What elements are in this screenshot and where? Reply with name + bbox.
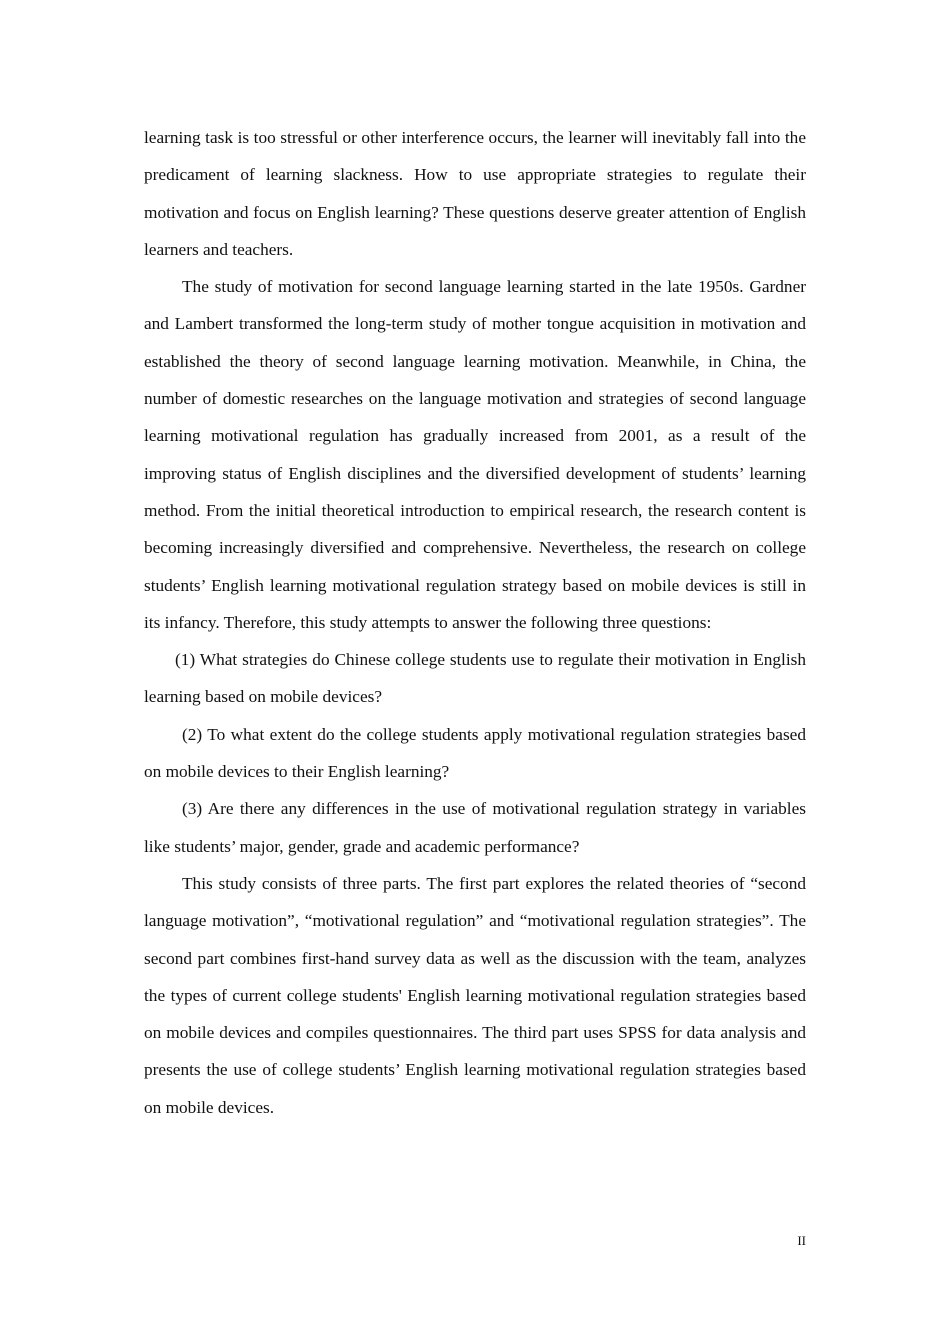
research-question-1: (1) What strategies do Chinese college students use to regulate their motivation in English learning based on mobile devices?	[144, 650, 806, 707]
research-question-2: (2) To what extent do the college students apply motivational regulation strategies based on mobile devices to their English learning?	[144, 724, 806, 782]
paragraph-study-structure: This study consists of three parts. The first part explores the related theories of “second language motivation”, “motivational regulation” and “motivational regulation strategies”. The second part combines first-hand survey data as well as the discussion with the team, analyzes the types of current college students' English learning motivational regulation strategies based on mobile devices and compiles questionnaires. The third part uses SPSS for data analysis and presents the use of college students’ English learning motivational regulation strategies based on mobile devices.	[144, 873, 806, 1117]
paragraph-continuation: learning task is too stressful or other interference occurs, the learner will inevitably fall into the predicament of learning slackness. How to use appropriate strategies to regulate their motivation and focus on English learning? These questions deserve greater attention of English learners and teachers.	[144, 128, 806, 259]
body-text	[144, 119, 806, 1126]
page-number: II	[797, 1233, 806, 1248]
research-question-3: (3) Are there any differences in the use of motivational regulation strategy in variables like students’ major, gender, grade and academic performance?	[144, 799, 806, 856]
paragraph-study-background: The study of motivation for second language learning started in the late 1950s. Gardner and Lambert transformed the long-term study of mother tongue acquisition in motivation and established the theory of second language learning motivation. Meanwhile, in China, the number of domestic researches on the language motivation and strategies of second language learning motivational regulation has gradually increased from 2001, as a result of the improving status of English disciplines and the diversified development of students’ learning method. From the initial theoretical introduction to empirical research, the research content is becoming increasingly diversified and comprehensive. Nevertheless, the research on college students’ English learning motivational regulation strategy based on mobile devices is still in its infancy. Therefore, this study attempts to answer the following three questions:	[144, 277, 806, 632]
